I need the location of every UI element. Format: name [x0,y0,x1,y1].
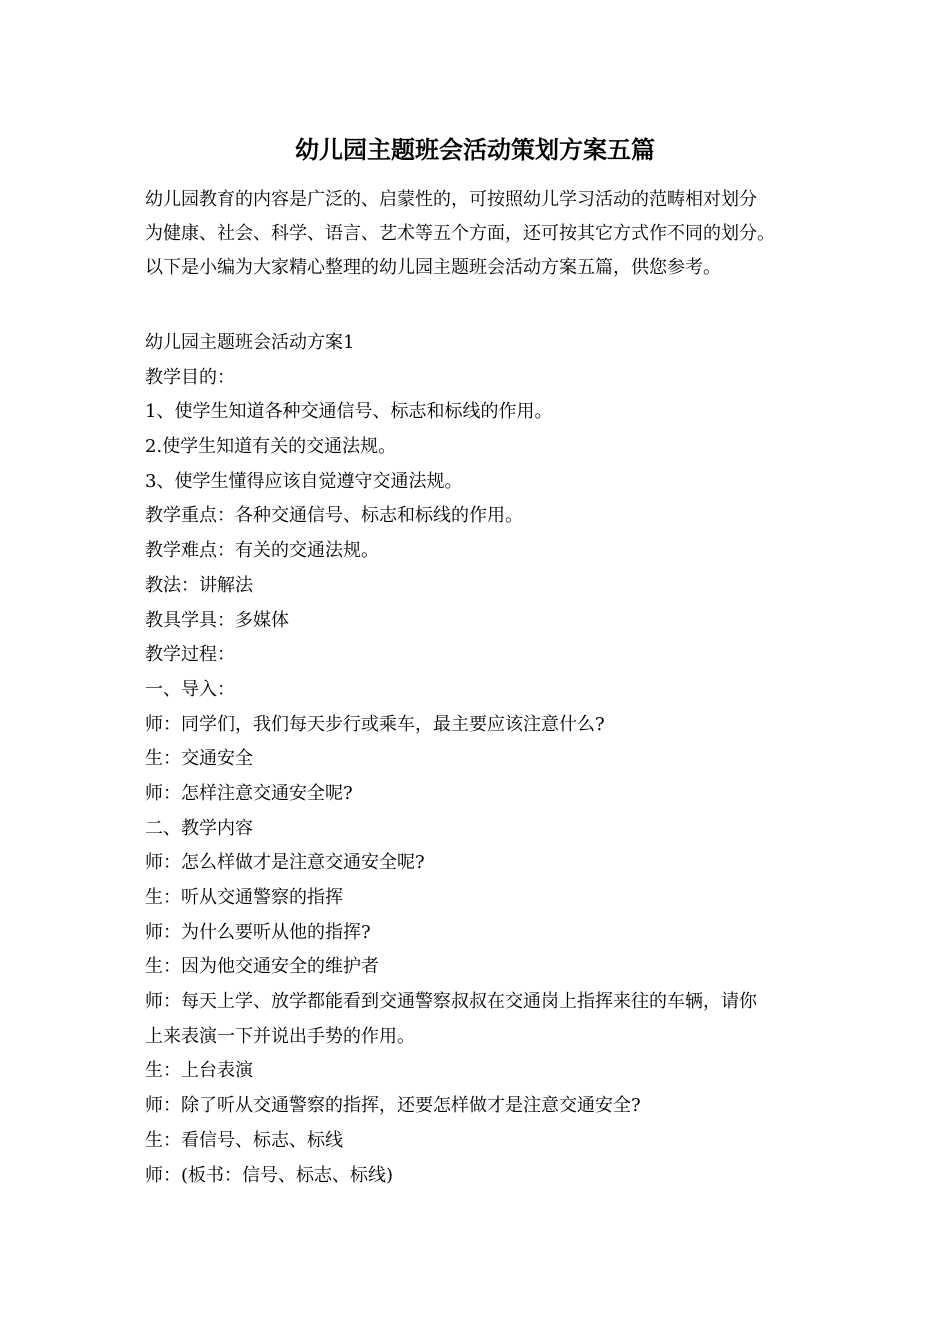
text-line: 生：因为他交通安全的维护者 [145,956,379,978]
text-line: 师：除了听从交通警察的指挥，还要怎样做才是注意交通安全? [145,1095,641,1117]
text-line: 3、使学生懂得应该自觉遵守交通法规。 [145,470,463,492]
document-title: 幼儿园主题班会活动策划方案五篇 [295,135,655,164]
section-heading: 幼儿园主题班会活动方案1 [145,332,355,353]
intro-paragraph [145,183,825,285]
text-line: 教具学具：多媒体 [145,609,289,631]
text-line: 生：上台表演 [145,1060,253,1082]
text-line: 教学目的： [145,366,235,388]
intro-line: 以下是小编为大家精心整理的幼儿园主题班会活动方案五篇，供您参考。 [145,257,721,278]
intro-line: 为健康、社会、科学、语言、艺术等五个方面，还可按其它方式作不同的划分。 [145,223,775,244]
text-line: 师：怎么样做才是注意交通安全呢? [145,852,425,874]
text-line: 生：交通安全 [145,748,253,770]
text-line: 2.使学生知道有关的交通法规。 [145,436,397,458]
text-line: 师：每天上学、放学都能看到交通警察叔叔在交通岗上指挥来往的车辆，请你 [145,991,757,1013]
text-line: 二、教学内容 [145,817,253,839]
intro-line: 幼儿园教育的内容是广泛的、启蒙性的，可按照幼儿学习活动的范畴相对划分 [145,189,757,210]
text-line: 生：听从交通警察的指挥 [145,887,343,908]
text-line: 师：怎样注意交通安全呢? [145,782,353,804]
text-line: 上来表演一下并说出手势的作用。 [145,1025,415,1047]
text-line: 生：看信号、标志、标线 [145,1129,343,1151]
text-line: 师：为什么要听从他的指挥? [145,921,371,943]
text-line: 教学重点：各种交通信号、标志和标线的作用。 [145,505,523,527]
text-line: 教法：讲解法 [145,574,253,596]
plan-body [145,326,825,1193]
text-line: 师：同学们，我们每天步行或乘车，最主要应该注意什么? [145,713,605,735]
text-line: 1、使学生知道各种交通信号、标志和标线的作用。 [145,401,553,423]
text-line: 教学难点：有关的交通法规。 [145,540,379,562]
text-line: 一、导入： [145,678,235,700]
text-line: 教学过程： [145,644,235,666]
text-line: 师：(板书：信号、标志、标线) [145,1164,394,1186]
